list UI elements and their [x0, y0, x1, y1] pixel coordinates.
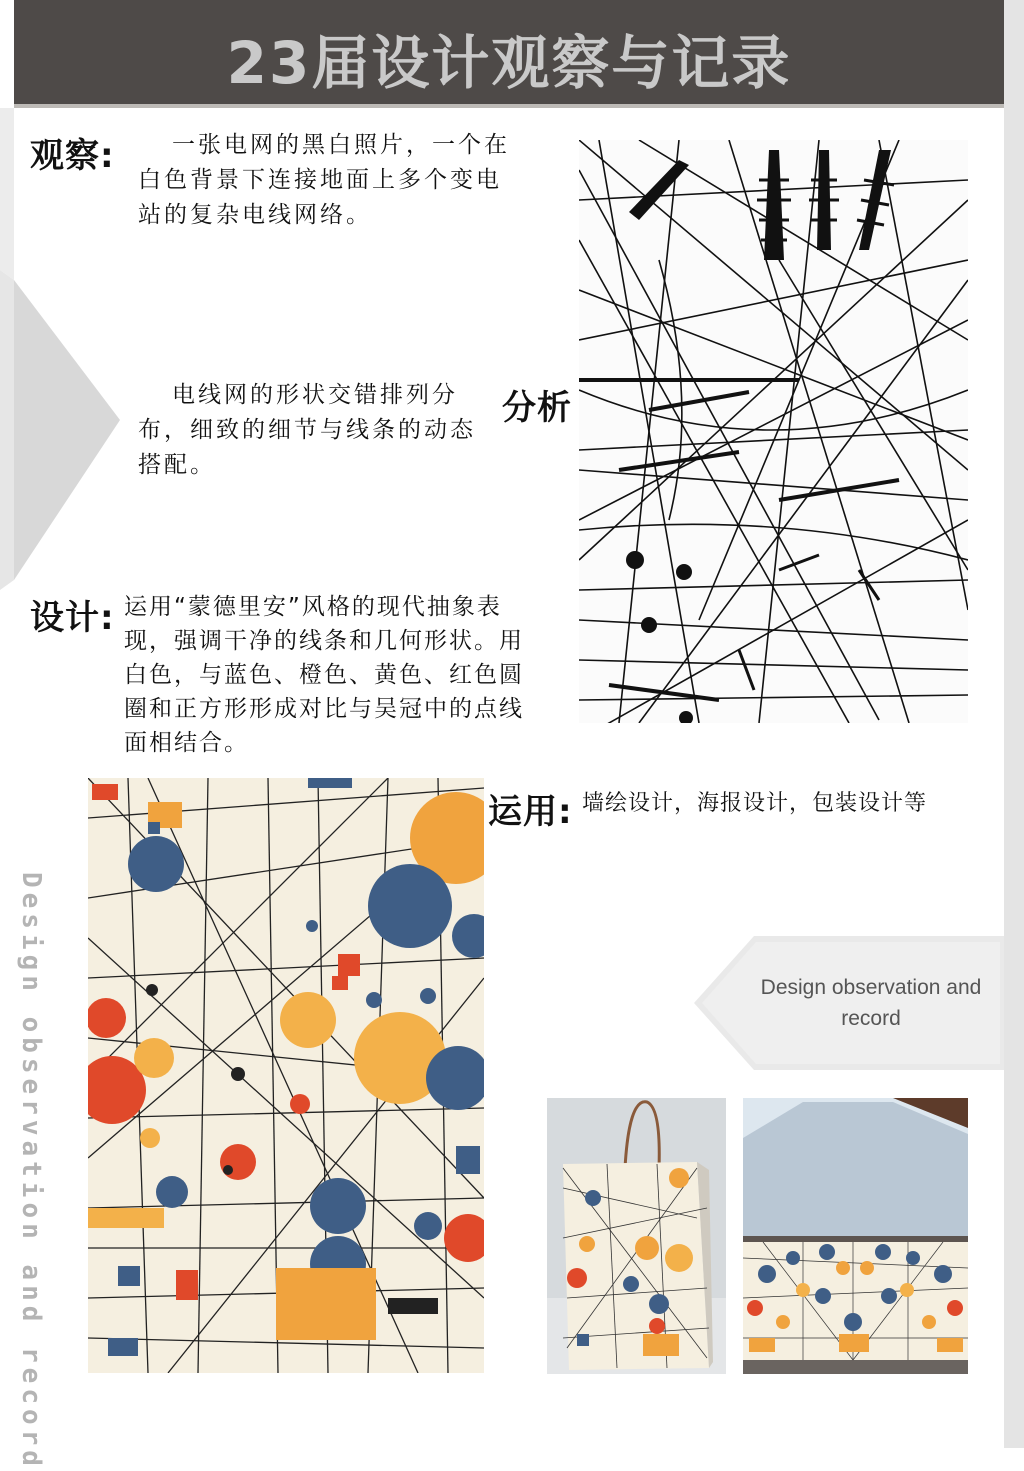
- design-line-4: 圈和正方形形成对比与吴冠中的点线: [124, 696, 524, 722]
- analysis-line-1: 电线网的形状交错排列分: [172, 382, 458, 408]
- observe-line-3: 站的复杂电线网络。: [138, 202, 372, 228]
- design-line-3: 白色，与蓝色、橙色、黄色、红色圆: [124, 662, 524, 688]
- observe-line-1: 一张电网的黑白照片，一个在: [172, 132, 510, 158]
- tag-text: [740, 972, 1002, 1034]
- tag-line-2: record: [841, 1007, 901, 1030]
- design-line-2: 现，强调干净的线条和几何形状。用: [124, 628, 524, 654]
- power-lines-photo: [579, 140, 968, 723]
- abstract-poster: [88, 778, 484, 1373]
- design-line-5: 面相结合。: [124, 730, 249, 756]
- usage-heading: 运用:: [488, 792, 573, 832]
- observe-line-2: 白色背景下连接地面上多个变电: [138, 167, 502, 193]
- shopping-bag-mockup: [547, 1098, 726, 1374]
- analysis-line-2: 布，细致的细节与线条的动态: [138, 417, 476, 443]
- analysis-heading: 分析: [502, 388, 572, 428]
- wall-mural-photo: [743, 1098, 968, 1374]
- tag-line-1: Design observation and: [760, 976, 982, 999]
- vertical-side-label: [2, 872, 66, 1471]
- design-heading: 设计:: [30, 598, 115, 638]
- design-line-1: 运用“蒙德里安”风格的现代抽象表: [124, 594, 502, 620]
- right-border: [1004, 0, 1024, 1448]
- header-divider: [14, 104, 1004, 108]
- side-label-text: Design observation and record: [16, 872, 46, 1471]
- observe-heading: 观察:: [30, 136, 115, 176]
- page-title: 23届设计观察与记录: [226, 29, 792, 97]
- analysis-line-3: 搭配。: [138, 452, 216, 478]
- usage-text: 墙绘设计，海报设计，包装设计等: [582, 791, 928, 816]
